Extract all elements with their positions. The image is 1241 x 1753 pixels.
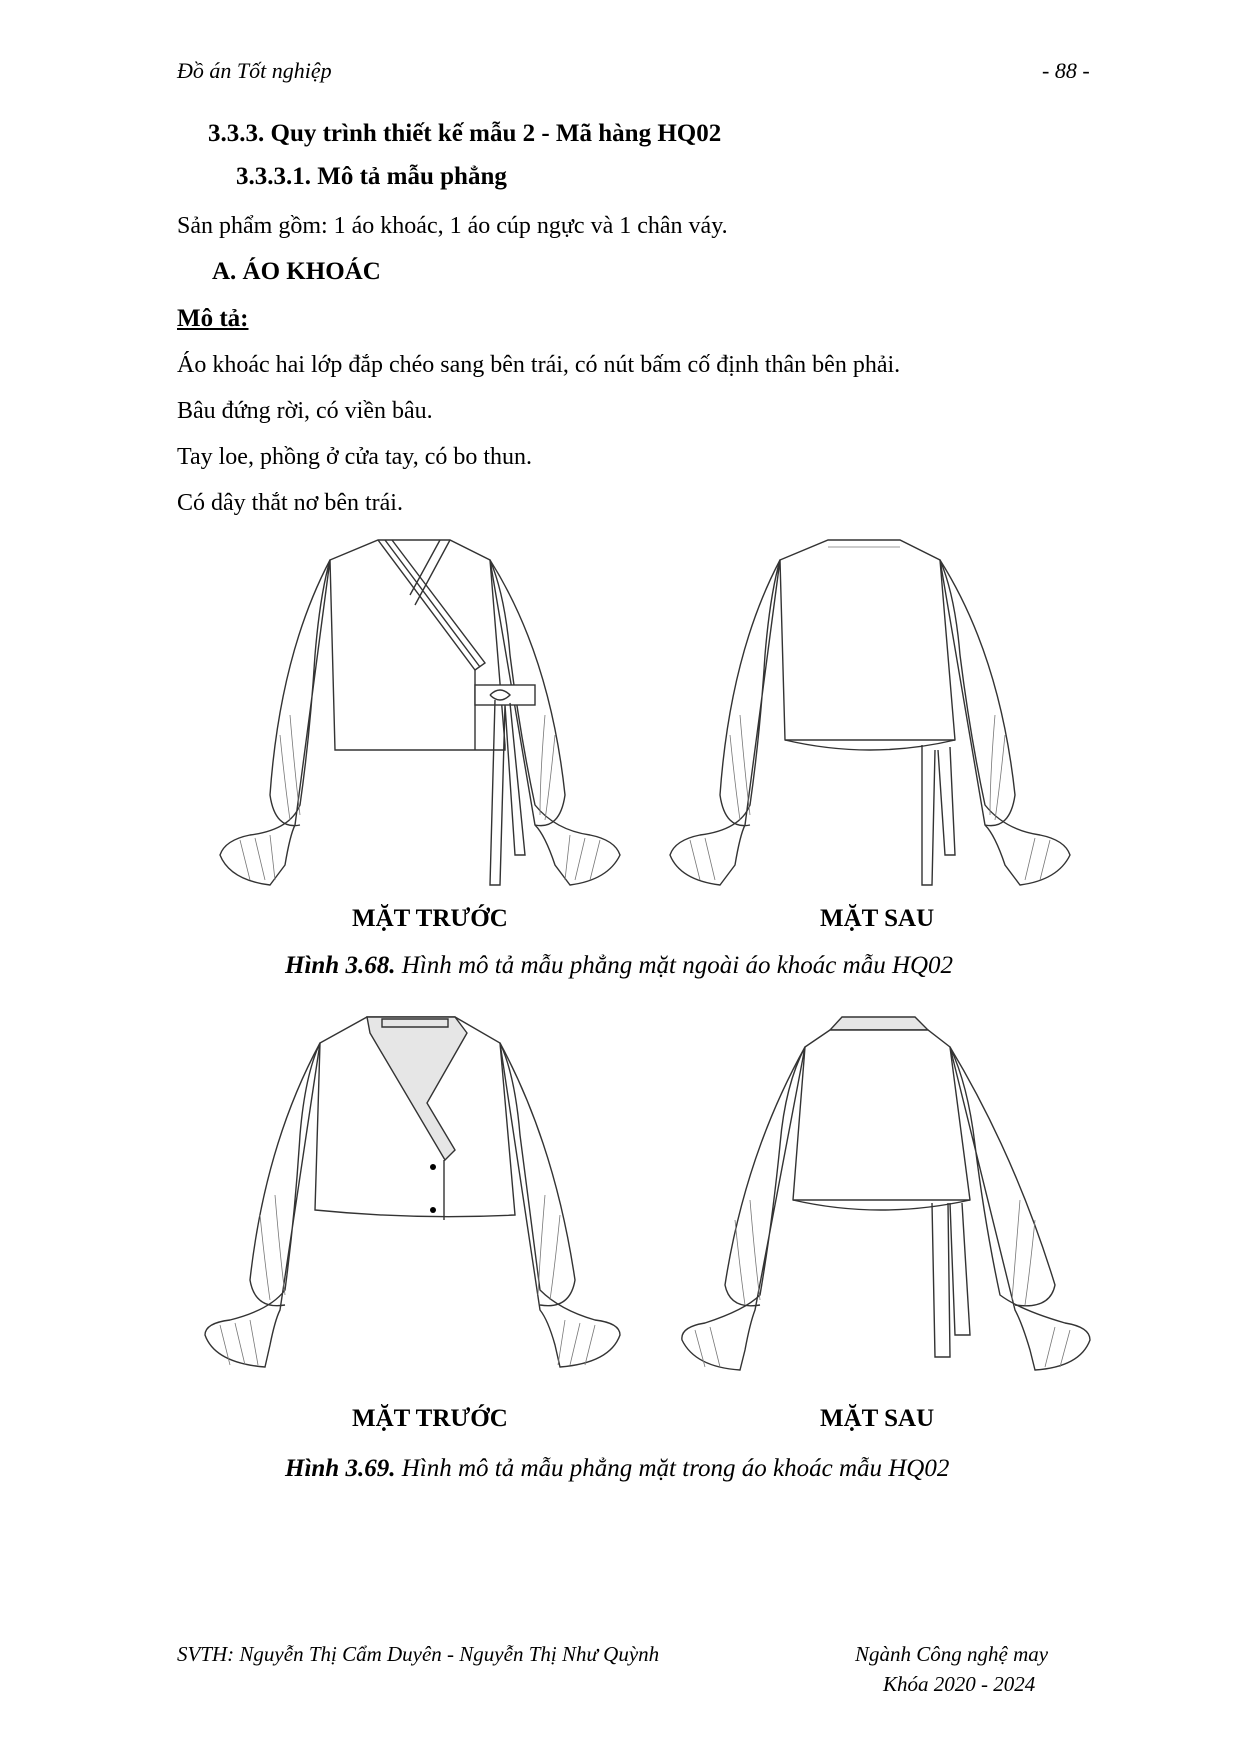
jacket-front-inner-sketch-icon xyxy=(190,1005,630,1375)
figure-1-caption-number: Hình 3.68. xyxy=(285,952,396,979)
jacket-back-inner-sketch-icon xyxy=(660,1005,1100,1375)
part-heading: A. ÁO KHOÁC xyxy=(212,258,381,285)
figure-2-caption xyxy=(285,1455,949,1483)
description-label: Mô tả: xyxy=(177,305,249,332)
description-line-4: Có dây thắt nơ bên trái. xyxy=(177,490,403,516)
description-line-1: Áo khoác hai lớp đắp chéo sang bên trái, có nút bấm cố định thân bên phải. xyxy=(177,352,901,378)
intro-paragraph: Sản phẩm gồm: 1 áo khoác, 1 áo cúp ngực và 1 chân váy. xyxy=(177,213,728,239)
figure-2-caption-number: Hình 3.69. xyxy=(285,1455,396,1482)
page-number: - 88 - xyxy=(1042,58,1090,83)
footer-course: Khóa 2020 - 2024 xyxy=(883,1672,1036,1696)
figure-2-front-label: MẶT TRƯỚC xyxy=(352,1405,508,1432)
figure-2-caption-text: Hình mô tả mẫu phẳng mặt trong áo khoác mẫu HQ02 xyxy=(395,1455,950,1482)
section-heading: 3.3.3. Quy trình thiết kế mẫu 2 - Mã hàng HQ02 xyxy=(208,120,722,147)
figure-2-back-label: MẶT SAU xyxy=(820,1405,935,1432)
footer-major: Ngành Công nghệ may xyxy=(855,1642,1049,1666)
figure-1-caption xyxy=(285,952,953,980)
footer-authors: SVTH: Nguyễn Thị Cẩm Duyên - Nguyễn Thị Như Quỳnh xyxy=(177,1642,660,1666)
description-line-2: Bâu đứng rời, có viền bâu. xyxy=(177,398,433,424)
description-line-3: Tay loe, phồng ở cửa tay, có bo thun. xyxy=(177,444,533,470)
running-header-title: Đồ án Tốt nghiệp xyxy=(177,58,332,83)
figure-1-caption-text: Hình mô tả mẫu phẳng mặt ngoài áo khoác mẫu HQ02 xyxy=(395,952,954,979)
jacket-front-outer-sketch-icon xyxy=(210,535,630,895)
figure-1-back-label: MẶT SAU xyxy=(820,905,935,932)
jacket-back-outer-sketch-icon xyxy=(660,535,1080,895)
figure-1-front-label: MẶT TRƯỚC xyxy=(352,905,508,932)
subsection-heading: 3.3.3.1. Mô tả mẫu phẳng xyxy=(236,163,507,190)
